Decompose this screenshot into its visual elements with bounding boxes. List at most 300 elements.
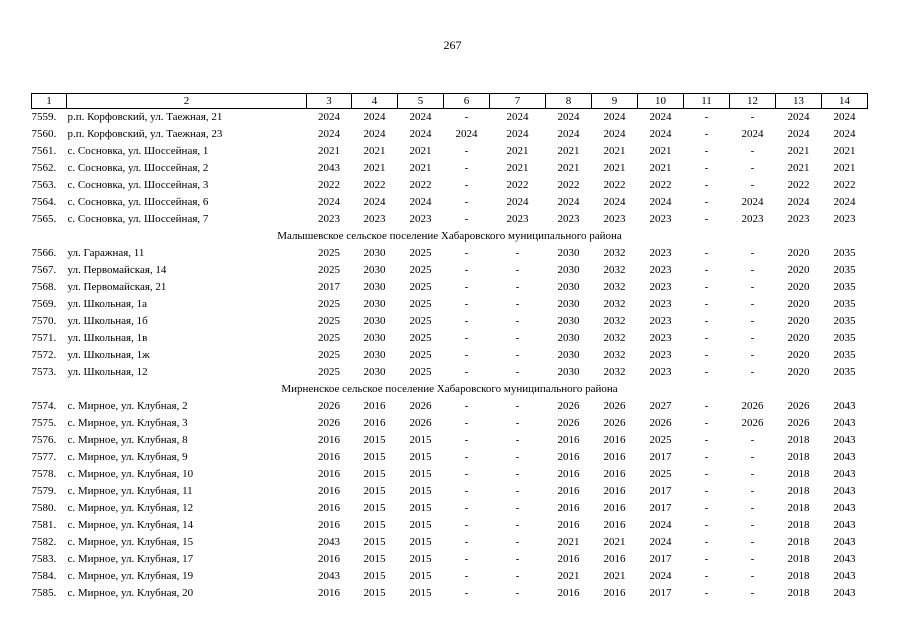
address-cell	[32, 585, 307, 602]
year-cell: 2024	[649, 536, 672, 548]
year-cell: -	[515, 366, 520, 378]
year-cell: 2024	[557, 128, 580, 140]
year-cell: 2024	[409, 128, 432, 140]
year-cell: -	[515, 315, 520, 327]
year-cell: 2020	[787, 332, 810, 344]
year-cell: 2026	[603, 417, 626, 429]
year-cell: 2021	[787, 145, 810, 157]
year-cell: 2025	[318, 298, 340, 310]
year-cell: 2023	[649, 213, 672, 225]
address-cell	[32, 177, 307, 194]
year-cell: 2023	[649, 349, 672, 361]
table-row	[32, 109, 868, 127]
year-cell: 2032	[603, 298, 626, 310]
year-cell: -	[704, 366, 709, 378]
column-number-header: 11	[684, 94, 730, 109]
year-cell: -	[704, 264, 709, 276]
year-cell: -	[464, 349, 469, 361]
year-cell: 2023	[603, 213, 626, 225]
year-cell: 2023	[506, 213, 529, 225]
year-cell: 2035	[833, 281, 856, 293]
table-row	[32, 296, 868, 313]
year-cell: 2021	[363, 145, 386, 157]
year-cell: 2026	[409, 417, 432, 429]
year-cell: 2043	[833, 468, 856, 480]
year-cell: 2030	[557, 247, 580, 259]
year-cell: 2043	[833, 502, 856, 514]
address-text: с. Мирное, ул. Клубная, 14	[67, 519, 194, 531]
year-cell: -	[704, 570, 709, 582]
row-number: 7574.	[31, 400, 57, 412]
year-cell: 2015	[363, 587, 386, 599]
table-row	[32, 143, 868, 160]
year-cell: 2015	[409, 587, 432, 599]
year-cell: 2017	[649, 485, 672, 497]
year-cell: 2043	[833, 400, 856, 412]
address-text: с. Мирное, ул. Клубная, 11	[67, 485, 193, 497]
table-row	[32, 500, 868, 517]
year-cell: -	[515, 570, 520, 582]
address-cell	[32, 160, 307, 177]
table-body	[32, 94, 868, 603]
year-cell: 2016	[603, 485, 626, 497]
year-cell: -	[704, 315, 709, 327]
year-cell: -	[515, 519, 520, 531]
year-cell: 2022	[318, 179, 340, 191]
year-cell: -	[750, 519, 755, 531]
row-number: 7569.	[31, 298, 57, 310]
year-cell: 2021	[603, 145, 626, 157]
table-row	[32, 398, 868, 415]
year-cell: 2027	[649, 400, 672, 412]
address-text: с. Мирное, ул. Клубная, 15	[67, 536, 194, 548]
row-number: 7579.	[31, 485, 57, 497]
year-cell: -	[704, 451, 709, 463]
year-cell: 2043	[318, 570, 340, 582]
year-cell: -	[464, 536, 469, 548]
year-cell: -	[704, 111, 709, 123]
year-cell: 2021	[833, 145, 856, 157]
year-cell: 2020	[787, 315, 810, 327]
table-row	[32, 313, 868, 330]
year-cell: -	[515, 417, 520, 429]
year-cell: 2025	[318, 332, 340, 344]
year-cell: -	[464, 451, 469, 463]
year-cell: 2030	[363, 298, 386, 310]
year-cell: -	[750, 349, 755, 361]
year-cell: 2026	[557, 400, 580, 412]
year-cell: 2021	[603, 536, 626, 548]
address-cell	[32, 364, 307, 381]
year-cell: 2015	[363, 536, 386, 548]
year-cell: 2024	[787, 111, 810, 123]
year-cell: 2032	[603, 247, 626, 259]
year-cell: 2023	[557, 213, 580, 225]
year-cell: -	[750, 145, 755, 157]
year-cell: 2016	[318, 468, 340, 480]
year-cell: -	[464, 298, 469, 310]
year-cell: -	[750, 587, 755, 599]
year-cell: -	[464, 162, 469, 174]
year-cell: 2024	[409, 111, 432, 123]
year-cell: 2018	[787, 451, 810, 463]
year-cell: 2032	[603, 332, 626, 344]
year-cell: 2021	[603, 570, 626, 582]
year-cell: -	[515, 451, 520, 463]
row-number: 7576.	[31, 434, 57, 446]
year-cell: 2043	[833, 587, 856, 599]
year-cell: 2016	[557, 468, 580, 480]
year-cell: 2015	[363, 502, 386, 514]
year-cell: -	[750, 247, 755, 259]
year-cell: -	[515, 502, 520, 514]
year-cell: 2016	[557, 485, 580, 497]
year-cell: 2025	[409, 281, 432, 293]
year-cell: -	[750, 179, 755, 191]
year-cell: 2026	[741, 417, 764, 429]
year-cell: -	[464, 315, 469, 327]
year-cell: 2022	[833, 179, 856, 191]
year-cell: 2035	[833, 366, 856, 378]
year-cell: 2016	[557, 502, 580, 514]
year-cell: -	[515, 400, 520, 412]
row-number: 7564.	[31, 196, 57, 208]
address-cell	[32, 143, 307, 160]
year-cell: -	[750, 536, 755, 548]
year-cell: -	[750, 451, 755, 463]
year-cell: -	[704, 162, 709, 174]
year-cell: 2015	[363, 434, 386, 446]
year-cell: 2021	[833, 162, 856, 174]
year-cell: 2024	[455, 128, 478, 140]
year-cell: 2020	[787, 349, 810, 361]
year-cell: -	[515, 587, 520, 599]
year-cell: 2024	[649, 519, 672, 531]
year-cell: 2024	[506, 111, 529, 123]
year-cell: 2017	[649, 587, 672, 599]
year-cell: -	[750, 111, 755, 123]
year-cell: 2025	[318, 366, 340, 378]
address-text: с. Мирное, ул. Клубная, 10	[67, 468, 194, 480]
year-cell: 2015	[409, 553, 432, 565]
year-cell: 2023	[649, 298, 672, 310]
column-number-header-row	[32, 94, 868, 109]
year-cell: 2043	[318, 536, 340, 548]
address-text: с. Мирное, ул. Клубная, 9	[67, 451, 188, 463]
year-cell: 2016	[603, 519, 626, 531]
year-cell: 2021	[557, 145, 580, 157]
year-cell: 2024	[363, 111, 386, 123]
year-cell: 2026	[318, 400, 340, 412]
year-cell: 2021	[649, 145, 672, 157]
year-cell: -	[515, 553, 520, 565]
year-cell: 2025	[409, 264, 432, 276]
year-cell: 2015	[363, 451, 386, 463]
year-cell: 2018	[787, 468, 810, 480]
year-cell: 2023	[649, 366, 672, 378]
year-cell: -	[704, 417, 709, 429]
year-cell: 2018	[787, 502, 810, 514]
table-row	[32, 551, 868, 568]
address-cell	[32, 296, 307, 313]
year-cell: -	[750, 502, 755, 514]
year-cell: 2020	[787, 247, 810, 259]
year-cell: -	[464, 502, 469, 514]
table-row	[32, 245, 868, 262]
address-cell	[32, 432, 307, 449]
address-text: р.п. Корфовский, ул. Таежная, 23	[67, 128, 223, 140]
year-cell: 2043	[833, 417, 856, 429]
column-number-header: 13	[776, 94, 822, 109]
year-cell: -	[464, 519, 469, 531]
year-cell: -	[464, 179, 469, 191]
year-cell: 2030	[363, 264, 386, 276]
address-text: ул. Школьная, 1ж	[67, 349, 150, 361]
year-cell: 2023	[741, 213, 764, 225]
year-cell: 2021	[603, 162, 626, 174]
year-cell: 2026	[649, 417, 672, 429]
year-cell: 2024	[603, 196, 626, 208]
year-cell: -	[704, 179, 709, 191]
year-cell: 2024	[363, 196, 386, 208]
year-cell: 2016	[603, 451, 626, 463]
address-cell	[32, 279, 307, 296]
year-cell: 2030	[363, 315, 386, 327]
year-cell: 2030	[363, 281, 386, 293]
table-row	[32, 534, 868, 551]
row-number: 7561.	[31, 145, 57, 157]
row-number: 7585.	[31, 587, 57, 599]
year-cell: 2032	[603, 349, 626, 361]
year-cell: 2015	[409, 570, 432, 582]
column-number-header: 6	[444, 94, 490, 109]
address-text: с. Сосновка, ул. Шоссейная, 7	[67, 213, 209, 225]
year-cell: 2025	[409, 298, 432, 310]
table-row	[32, 466, 868, 483]
year-cell: 2015	[363, 553, 386, 565]
year-cell: 2017	[649, 553, 672, 565]
year-cell: -	[464, 570, 469, 582]
year-cell: -	[750, 315, 755, 327]
year-cell: 2035	[833, 264, 856, 276]
year-cell: 2015	[363, 468, 386, 480]
address-cell	[32, 551, 307, 568]
year-cell: -	[515, 349, 520, 361]
year-cell: -	[750, 332, 755, 344]
year-cell: -	[750, 162, 755, 174]
year-cell: -	[704, 281, 709, 293]
address-text: ул. Школьная, 12	[67, 366, 148, 378]
year-cell: 2025	[409, 315, 432, 327]
year-cell: 2024	[506, 196, 529, 208]
address-text: с. Сосновка, ул. Шоссейная, 3	[67, 179, 209, 191]
year-cell: 2022	[363, 179, 386, 191]
year-cell: 2020	[787, 281, 810, 293]
year-cell: 2015	[409, 434, 432, 446]
year-cell: -	[464, 264, 469, 276]
table-row	[32, 364, 868, 381]
year-cell: 2025	[649, 468, 672, 480]
address-cell	[32, 194, 307, 211]
year-cell: 2018	[787, 570, 810, 582]
row-number: 7570.	[31, 315, 57, 327]
table-row	[32, 330, 868, 347]
year-cell: 2032	[603, 366, 626, 378]
year-cell: 2024	[363, 128, 386, 140]
page-number: 267	[443, 38, 462, 52]
year-cell: 2023	[787, 213, 810, 225]
year-cell: 2017	[649, 451, 672, 463]
year-cell: -	[750, 281, 755, 293]
year-cell: -	[704, 400, 709, 412]
address-cell	[32, 517, 307, 534]
column-number-header: 10	[638, 94, 684, 109]
year-cell: -	[464, 196, 469, 208]
address-cell	[32, 126, 307, 143]
year-cell: 2024	[833, 128, 856, 140]
year-cell: 2026	[409, 400, 432, 412]
year-cell: -	[464, 400, 469, 412]
year-cell: 2021	[557, 162, 580, 174]
column-number-header: 7	[490, 94, 546, 109]
column-number-header: 4	[352, 94, 398, 109]
row-number: 7565.	[31, 213, 57, 225]
year-cell: 2016	[603, 587, 626, 599]
row-number: 7563.	[31, 179, 57, 191]
column-number-header: 12	[730, 94, 776, 109]
year-cell: 2015	[409, 536, 432, 548]
year-cell: -	[515, 298, 520, 310]
table-row	[32, 279, 868, 296]
address-text: с. Мирное, ул. Клубная, 17	[67, 553, 194, 565]
address-text: ул. Гаражная, 11	[67, 247, 145, 259]
year-cell: 2016	[318, 451, 340, 463]
table-row	[32, 449, 868, 466]
year-cell: 2020	[787, 264, 810, 276]
year-cell: 2043	[833, 553, 856, 565]
address-text: ул. Школьная, 1б	[67, 315, 148, 327]
year-cell: 2023	[649, 264, 672, 276]
row-number: 7571.	[31, 332, 57, 344]
address-cell	[32, 568, 307, 585]
row-number: 7560.	[31, 128, 57, 140]
year-cell: 2043	[833, 536, 856, 548]
year-cell: 2024	[557, 196, 580, 208]
address-cell	[32, 483, 307, 500]
year-cell: 2015	[409, 468, 432, 480]
year-cell: 2015	[409, 502, 432, 514]
year-cell: -	[464, 434, 469, 446]
year-cell: 2023	[649, 247, 672, 259]
year-cell: 2025	[318, 247, 340, 259]
address-cell	[32, 415, 307, 432]
year-cell: 2025	[409, 332, 432, 344]
year-cell: -	[464, 247, 469, 259]
year-cell: 2016	[557, 434, 580, 446]
year-cell: -	[704, 468, 709, 480]
year-cell: 2043	[833, 485, 856, 497]
row-number: 7581.	[31, 519, 57, 531]
address-cell	[32, 330, 307, 347]
table-row	[32, 415, 868, 432]
column-number-header: 8	[546, 94, 592, 109]
year-cell: -	[515, 536, 520, 548]
year-cell: 2030	[557, 264, 580, 276]
year-cell: 2016	[318, 587, 340, 599]
year-cell: 2018	[787, 434, 810, 446]
year-cell: 2024	[318, 196, 340, 208]
year-cell: 2024	[649, 196, 672, 208]
table-row	[32, 126, 868, 143]
year-cell: -	[464, 366, 469, 378]
year-cell: 2032	[603, 315, 626, 327]
year-cell: 2015	[363, 570, 386, 582]
year-cell: -	[515, 468, 520, 480]
year-cell: 2043	[833, 570, 856, 582]
address-text: ул. Первомайская, 14	[67, 264, 167, 276]
year-cell: 2024	[603, 128, 626, 140]
year-cell: -	[515, 247, 520, 259]
year-cell: 2016	[318, 519, 340, 531]
year-cell: 2024	[741, 196, 764, 208]
address-cell	[32, 245, 307, 262]
address-cell	[32, 449, 307, 466]
row-number: 7577.	[31, 451, 57, 463]
year-cell: 2030	[363, 247, 386, 259]
year-cell: 2018	[787, 536, 810, 548]
address-text: с. Сосновка, ул. Шоссейная, 1	[67, 145, 209, 157]
year-cell: 2022	[649, 179, 672, 191]
year-cell: -	[464, 213, 469, 225]
year-cell: 2024	[787, 196, 810, 208]
year-cell: 2018	[787, 587, 810, 599]
address-cell	[32, 500, 307, 517]
year-cell: 2024	[318, 128, 340, 140]
address-cell	[32, 466, 307, 483]
year-cell: -	[704, 587, 709, 599]
column-number-header: 9	[592, 94, 638, 109]
year-cell: 2015	[409, 485, 432, 497]
year-cell: -	[704, 196, 709, 208]
year-cell: 2023	[649, 281, 672, 293]
address-cell	[32, 347, 307, 364]
year-cell: 2022	[506, 179, 529, 191]
year-cell: 2025	[649, 434, 672, 446]
year-cell: 2018	[787, 519, 810, 531]
column-number-header: 5	[398, 94, 444, 109]
year-cell: -	[750, 485, 755, 497]
settlement-section-title: Мирненское сельское поселение Хабаровского муниципального района	[281, 383, 618, 395]
year-cell: -	[704, 145, 709, 157]
year-cell: -	[464, 332, 469, 344]
year-cell: 2026	[557, 417, 580, 429]
year-cell: 2016	[557, 553, 580, 565]
year-cell: 2030	[363, 349, 386, 361]
year-cell: 2025	[409, 349, 432, 361]
year-cell: 2016	[318, 485, 340, 497]
year-cell: -	[750, 468, 755, 480]
column-number-header: 2	[67, 94, 307, 109]
table-row	[32, 177, 868, 194]
year-cell: 2035	[833, 315, 856, 327]
year-cell: 2023	[318, 213, 340, 225]
row-number: 7559.	[31, 111, 57, 123]
address-text: с. Мирное, ул. Клубная, 19	[67, 570, 194, 582]
year-cell: -	[750, 553, 755, 565]
year-cell: -	[750, 434, 755, 446]
row-number: 7584.	[31, 570, 57, 582]
year-cell: 2015	[409, 519, 432, 531]
